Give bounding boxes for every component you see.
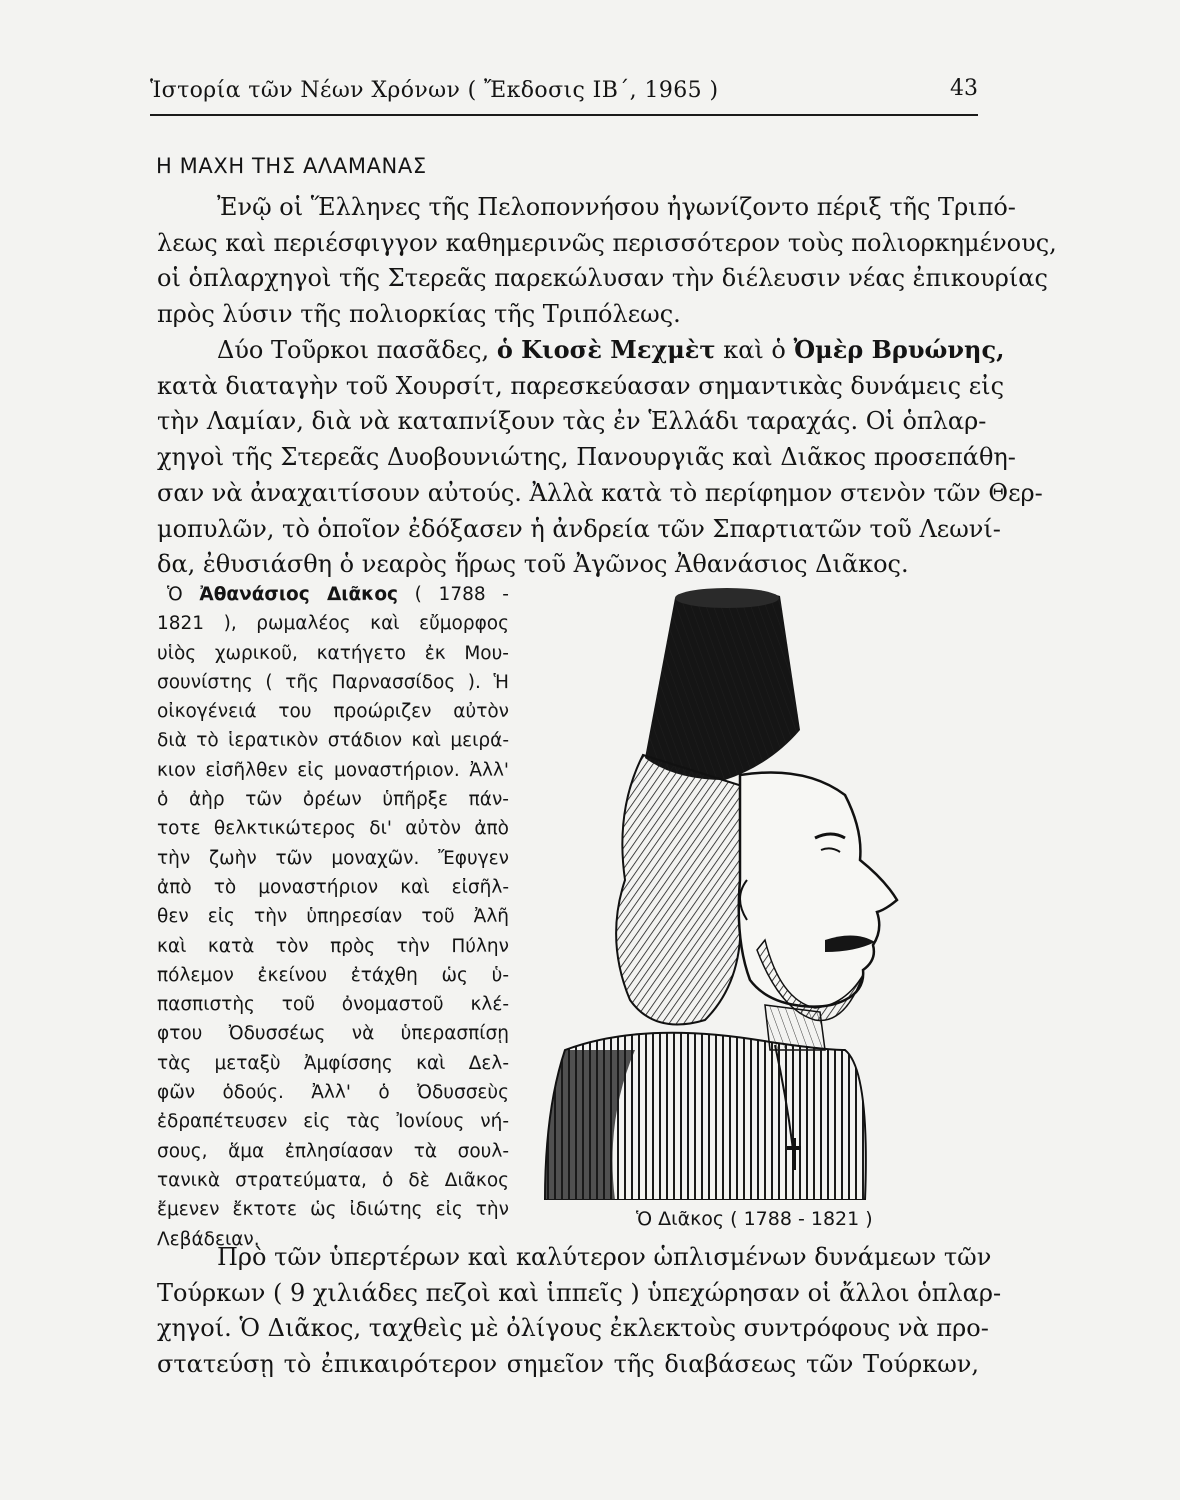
text-line: υἱὸς χωρικοῦ, κατήγετο ἐκ Μου- bbox=[157, 642, 509, 664]
running-title: Ἱστορία τῶν Νέων Χρόνων ( Ἔκδοσις ΙΒ΄, 1965 ) bbox=[150, 78, 719, 103]
text-line: ἐδραπέτευσεν εἰς τὰς Ἰονίους νή- bbox=[157, 1111, 509, 1133]
bold-name-kiose-mechmet: ὁ Κιοσὲ Μεχμὲτ bbox=[496, 335, 716, 364]
text-line: Τούρκων ( 9 χιλιάδες πεζοὶ καὶ ἱππεῖς ) ὑπεχώρησαν οἱ ἄλλοι ὁπλαρ- bbox=[157, 1278, 1002, 1307]
paragraph-1 bbox=[157, 190, 1057, 333]
bio-column bbox=[157, 580, 509, 1254]
text-line: μοπυλῶν, τὸ ὁποῖον ἐδόξασεν ἡ ἀνδρεία τῶν Σπαρτιατῶν τοῦ Λεωνί- bbox=[157, 514, 1001, 543]
text-line: καὶ κατὰ τὸν πρὸς τὴν Πύλην bbox=[157, 935, 509, 957]
text-line: τανικὰ στρατεύματα, ὁ δὲ Διᾶκος bbox=[157, 1169, 509, 1191]
text-line: στατεύσῃ τὸ ἐπικαιρότερον σημεῖον τῆς διαβάσεως τῶν Τούρκων, bbox=[157, 1350, 979, 1379]
text-line: σουνίστης ( τῆς Παρνασσίδος ). Ἡ bbox=[157, 671, 509, 693]
text-line: κιον εἰσῆλθεν εἰς μοναστήριον. Ἀλλ' bbox=[157, 759, 509, 781]
text-line: Πρὸ τῶν ὑπερτέρων καὶ καλύτερον ὡπλισμένων δυνάμεων τῶν bbox=[217, 1243, 992, 1271]
text-line: τὰς μεταξὺ Ἀμφίσσης καὶ Δελ- bbox=[157, 1052, 509, 1074]
text-line: σους, ἅμα ἐπλησίασαν τὰ σουλ- bbox=[157, 1140, 509, 1162]
text-line: φτου Ὀδυσσέως νὰ ὑπερασπίσῃ bbox=[157, 1023, 509, 1045]
page-number: 43 bbox=[950, 76, 978, 101]
text-line: τοτε θελκτικώτερος δι' αὐτὸν ἀπὸ bbox=[157, 818, 509, 840]
text-line: πόλεμον ἐκείνου ἐτάχθη ὡς ὑ- bbox=[157, 964, 509, 986]
face-profile-shape bbox=[739, 773, 897, 1007]
text-line: χηγοὶ τῆς Στερεᾶς Δυοβουνιώτης, Πανουργιᾶς καὶ Διᾶκος προσεπάθη- bbox=[157, 443, 1016, 472]
section-title: Η ΜΑΧΗ ΤΗΣ ΑΛΑΜΑΝΑΣ bbox=[156, 154, 427, 178]
text-line: τὴν ζωὴν τῶν μοναχῶν. Ἔφυγεν bbox=[157, 847, 509, 869]
text-line: οἱ ὁπλαρχηγοὶ τῆς Στερεᾶς παρεκώλυσαν τὴν διέλευσιν νέας ἐπικουρίας bbox=[157, 264, 1048, 293]
text-line: φῶν ὁδούς. Ἀλλ' ὁ Ὀδυσσεὺς bbox=[157, 1082, 509, 1104]
paragraph-3 bbox=[157, 1240, 1002, 1383]
text-line: Δύο Τοῦρκοι πασᾶδες, ὁ Κιοσὲ Μεχμὲτ καὶ ὁ Ὀμὲρ Βρυώνης, bbox=[217, 335, 1005, 364]
text-line: οἰκογένειά του προώριζεν αὐτὸν bbox=[157, 701, 509, 723]
bold-name-athanasios-diakos: Ἀθανάσιος Διᾶκος bbox=[199, 584, 398, 605]
hair-shape bbox=[616, 755, 755, 1025]
portrait-engraving bbox=[525, 580, 965, 1200]
portrait-caption: Ὁ Διᾶκος ( 1788 - 1821 ) bbox=[636, 1208, 873, 1230]
bold-name-omer-vryonis: Ὀμὲρ Βρυώνης, bbox=[793, 335, 1005, 364]
text-line: χηγοί. Ὁ Διᾶκος, ταχθεὶς μὲ ὀλίγους ἐκλεκτοὺς συντρόφους νὰ προ- bbox=[157, 1314, 989, 1343]
text-line: ἀπὸ τὸ μοναστήριον καὶ εἰσῆλ- bbox=[157, 876, 509, 898]
text-line: λεως καὶ περιέσφιγγον καθημερινῶς περισσότερον τοὺς πολιορκημένους, bbox=[157, 228, 1057, 257]
text-line: πασπιστὴς τοῦ ὀνομαστοῦ κλέ- bbox=[157, 994, 509, 1016]
running-header bbox=[150, 74, 978, 116]
text-line: Λεβάδειαν. bbox=[157, 1228, 260, 1250]
text-line: Ἐνῷ οἱ Ἕλληνες τῆς Πελοποννήσου ἠγωνίζοντο πέριξ τῆς Τριπό- bbox=[217, 193, 1016, 221]
text-line: ὁ ἀὴρ τῶν ὀρέων ὑπῆρξε πάν- bbox=[157, 789, 509, 811]
text-line: σαν νὰ ἀναχαιτίσουν αὐτούς. Ἀλλὰ κατὰ τὸ περίφημον στενὸν τῶν Θερ- bbox=[157, 478, 1043, 507]
text-line: τὴν Λαμίαν, διὰ νὰ καταπνίξουν τὰς ἐν Ἑλλάδι ταραχάς. Οἱ ὁπλαρ- bbox=[157, 407, 987, 436]
text-line: ἔμενεν ἔκτοτε ὡς ἰδιώτης εἰς τὴν bbox=[157, 1199, 509, 1221]
text-line: 1821 ), ρωμαλέος καὶ εὔμορφος bbox=[157, 613, 509, 635]
text-line: κατὰ διαταγὴν τοῦ Χουρσίτ, παρεσκεύασαν σημαντικὰς δυνάμεις εἰς bbox=[157, 371, 1005, 400]
text-line: Ὁ Ἀθανάσιος Διᾶκος ( 1788 - bbox=[167, 584, 509, 605]
text-line: θεν εἰς τὴν ὑπηρεσίαν τοῦ Ἀλῆ bbox=[157, 906, 509, 928]
text-line: διὰ τὸ ἱερατικὸν στάδιον καὶ μειρά- bbox=[157, 730, 509, 752]
text-line: πρὸς λύσιν τῆς πολιορκίας τῆς Τριπόλεως. bbox=[157, 300, 681, 329]
text-line: δα, ἐθυσιάσθη ὁ νεαρὸς ἥρως τοῦ Ἀγῶνος Ἀθανάσιος Διᾶκος. bbox=[157, 550, 909, 579]
paragraph-2 bbox=[157, 332, 1043, 583]
